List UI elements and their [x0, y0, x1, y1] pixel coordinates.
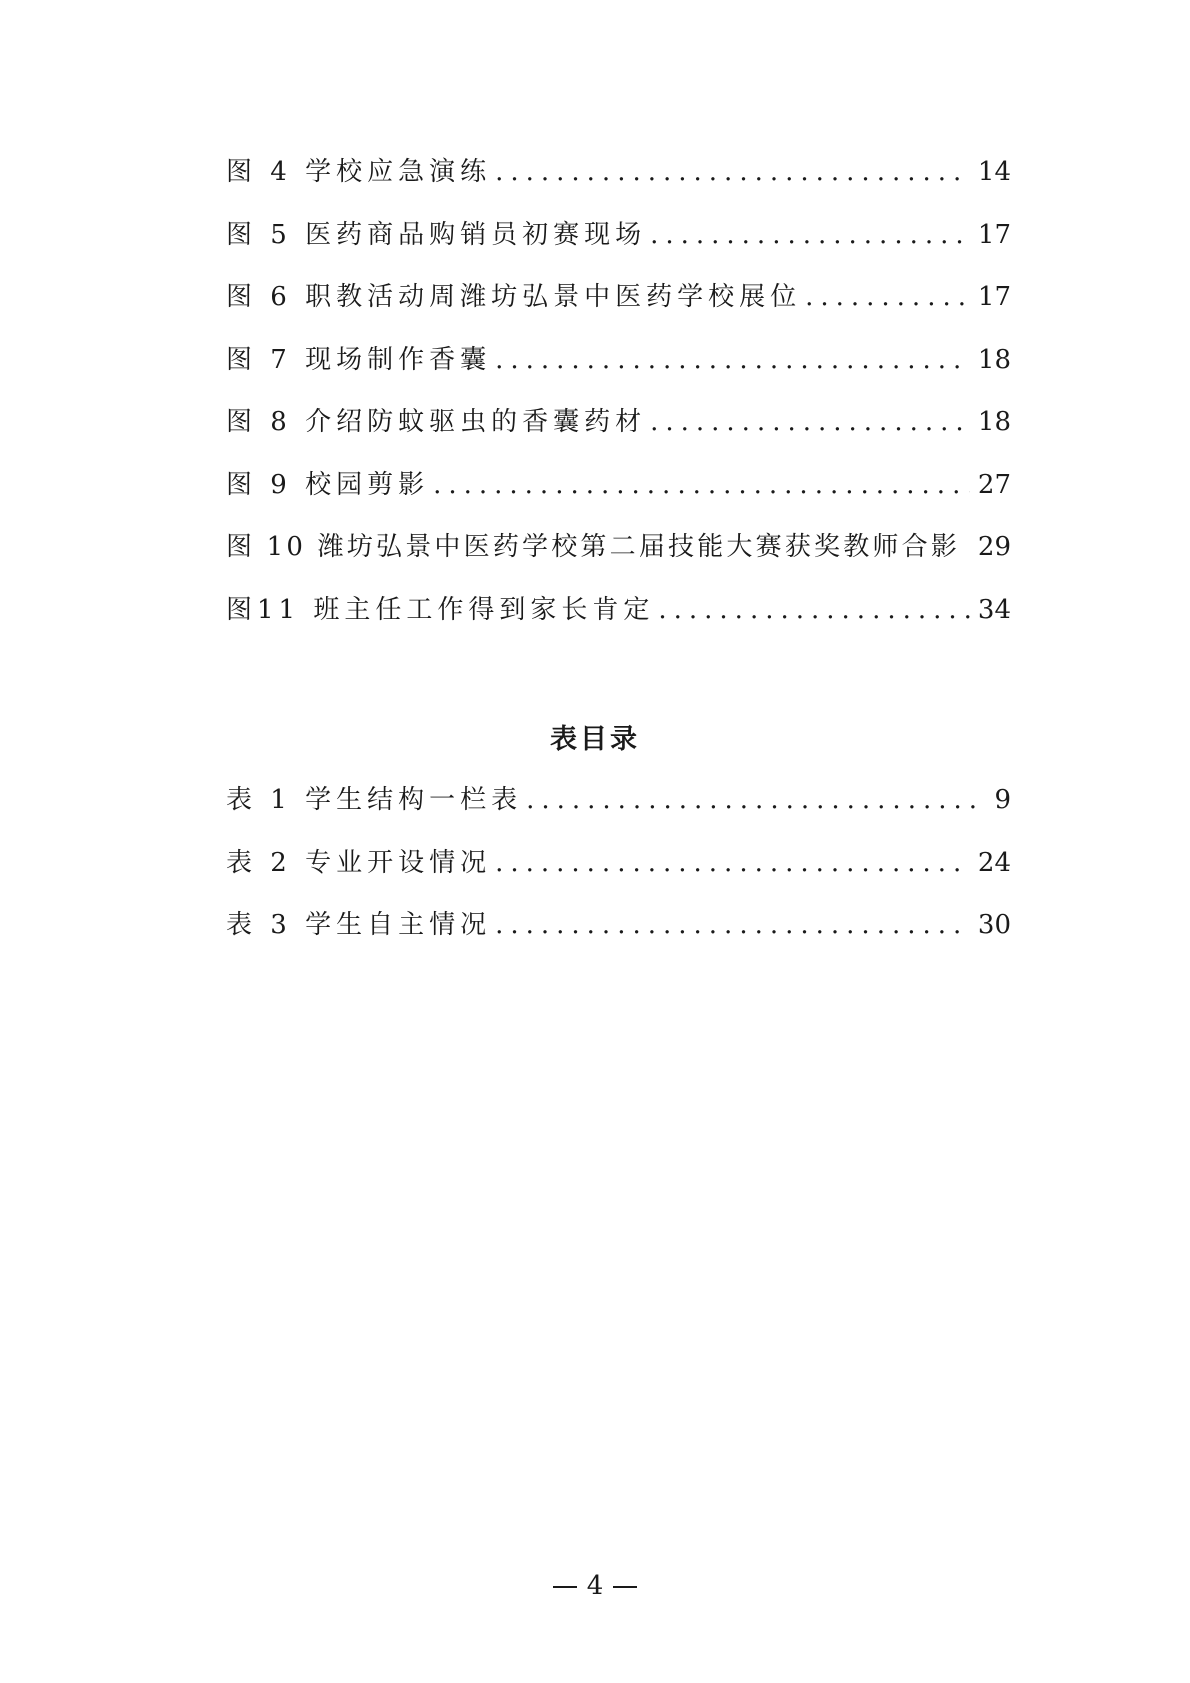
- dot-leader: [650, 402, 970, 442]
- toc-entry-page: 30: [977, 910, 1011, 940]
- toc-entry[interactable]: [226, 402, 1011, 465]
- toc-entry-page: 27: [977, 469, 1011, 500]
- dot-leader: [495, 905, 970, 945]
- dot-leader: [495, 843, 970, 883]
- toc-entry-page: 18: [977, 344, 1011, 375]
- dot-leader: [495, 152, 970, 192]
- toc-entry[interactable]: [226, 465, 1011, 528]
- toc-entry-label: 表 1 学生结构一栏表: [226, 785, 523, 815]
- tables-heading: 表目录: [550, 724, 640, 755]
- toc-entry-page: 9: [994, 785, 1011, 815]
- toc-entry-page: 17: [977, 282, 1011, 312]
- toc-entry-page: 17: [977, 219, 1011, 250]
- toc-entry[interactable]: [226, 215, 1011, 278]
- toc-entry-label: 图 7 现场制作香囊: [226, 344, 492, 375]
- dot-leader: [526, 780, 986, 820]
- dot-leader: [658, 590, 970, 630]
- toc-entry[interactable]: [226, 340, 1011, 403]
- toc-entry[interactable]: [226, 152, 1011, 215]
- toc-entry-label: 图 5 医药商品购销员初赛现场: [226, 219, 647, 250]
- toc-entry-page: 14: [977, 157, 1011, 187]
- toc-entry-label: 表 2 专业开设情况: [226, 847, 492, 878]
- toc-entry-label: 图 9 校园剪影: [226, 469, 430, 500]
- toc-entry-page: 18: [977, 407, 1011, 437]
- figure-list: [226, 152, 1011, 652]
- toc-entry-page: 29: [977, 532, 1011, 562]
- toc-entry[interactable]: [226, 277, 1011, 340]
- toc-entry[interactable]: [226, 843, 1011, 906]
- toc-entry[interactable]: [226, 527, 1011, 590]
- page-number: 4: [586, 1571, 604, 1601]
- dot-leader: [495, 340, 970, 380]
- toc-entry-label: 图 10 潍坊弘景中医药学校第二届技能大赛获奖教师合影: [226, 532, 961, 562]
- toc-entry[interactable]: [226, 780, 1011, 843]
- toc-entry-label: 图 6 职教活动周潍坊弘景中医药学校展位: [226, 282, 802, 312]
- page-footer: [0, 1566, 1190, 1606]
- toc-entry-label: 表 3 学生自主情况: [226, 910, 492, 940]
- toc-entry-page: 34: [977, 594, 1011, 625]
- dot-leader: [650, 215, 970, 255]
- dot-leader: [805, 277, 970, 317]
- toc-entry-page: 24: [977, 847, 1011, 878]
- toc-entry-label: 图 8 介绍防蚊驱虫的香囊药材: [226, 407, 647, 437]
- table-list: [226, 780, 1011, 968]
- toc-entry[interactable]: [226, 905, 1011, 968]
- toc-entry-label: 图 4 学校应急演练: [226, 157, 492, 187]
- footer-dash-left: [553, 1586, 577, 1588]
- footer-dash-right: [613, 1586, 637, 1588]
- dot-leader: [433, 465, 970, 505]
- toc-entry-label: 图11 班主任工作得到家长肯定: [226, 594, 655, 625]
- toc-entry[interactable]: [226, 590, 1011, 653]
